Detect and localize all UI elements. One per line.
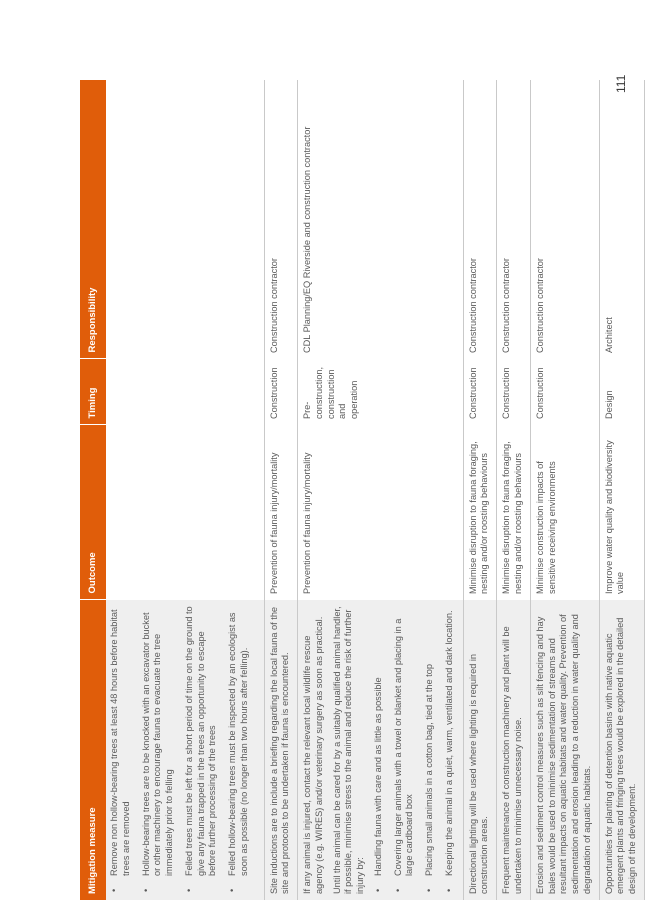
outcome-cell: Minimise construction impacts of sensitive receiving environments	[530, 425, 599, 600]
responsibility-cell: Architect	[599, 80, 644, 359]
list-item: • Hollow-bearing trees are to be knocked with an excavator bucket or other machinery to encourage fauna to evacuate the tree immediately prior to felling	[141, 606, 176, 894]
page-number: 111	[614, 74, 628, 93]
header-timing: Timing	[80, 359, 106, 425]
responsibility-cell: Construction contractor	[264, 80, 298, 359]
table-row	[497, 80, 531, 900]
paragraph: Until the animal can be cared for by a suitably qualified animal handler, if possible, minimise stress to the animal and reduce the risk of further injury by:	[331, 606, 366, 894]
table-row	[298, 80, 464, 900]
header-responsibility: Responsibility	[80, 80, 106, 359]
list-item: • Placing small animals in a cotton bag, tied at the top	[424, 606, 436, 894]
outcome-cell: Improve water quality and biodiversity value	[599, 425, 644, 600]
outcome-cell	[106, 425, 264, 600]
responsibility-cell: Construction contractor	[497, 80, 531, 359]
mitigation-cell: Site inductions are to include a briefing regarding the local fauna of the site and protocols to be undertaken if fauna is encountered.	[264, 600, 298, 900]
responsibility-cell: Construction contractor	[530, 80, 599, 359]
list-item: • Handling fauna with care and as little as possible	[373, 606, 385, 894]
list-item: • Keeping the animal in a quiet, warm, ventilated and dark location.	[444, 606, 456, 894]
timing-cell: Construction	[530, 359, 599, 425]
table-row	[530, 80, 599, 900]
mitigation-cell: Directional lighting will be used where lighting is required in construction areas.	[463, 600, 497, 900]
mitigation-cell: Opportunities for planting of detention basins with native aquatic emergent plants and fringing trees would be explored in the detailed design of the development.	[599, 600, 644, 900]
table-header-row	[80, 80, 106, 900]
outcome-cell: Minimise disruption to fauna foraging, nesting and/or roosting behaviours	[463, 425, 497, 600]
list-item: • Felled trees must be left for a short period of time on the ground to give any fauna trapped in the trees an opportunity to escape before further processing of the trees	[184, 606, 219, 894]
mitigation-cell	[106, 600, 264, 900]
table-row	[599, 80, 644, 900]
header-mitigation: Mitigation measure	[80, 600, 106, 900]
paragraph: If any animal is injured, contact the relevant local wildlife rescue agency (e.g. WIRES) and/or veterinary surgery as soon as practical.	[302, 616, 324, 894]
timing-cell: Construction	[463, 359, 497, 425]
outcome-cell: Prevention of fauna injury/mortality	[298, 425, 464, 600]
list-item: • Remove non hollow-bearing trees at least 48 hours before habitat trees are removed	[109, 606, 133, 894]
outcome-cell: Prevention of fauna injury/mortality	[264, 425, 298, 600]
list-item: • Felled hollow-bearing trees must be inspected by an ecologist as soon as possible (no longer than two hours after felling).	[227, 606, 251, 894]
mitigation-table	[80, 80, 645, 900]
responsibility-cell: CDL Planning/EQ Riverside and construction contractor	[298, 80, 464, 359]
responsibility-cell: Construction contractor	[463, 80, 497, 359]
mitigation-cell: Frequent maintenance of construction machinery and plant will be undertaken to minimise unnecessary noise.	[497, 600, 531, 900]
list-item: • Covering larger animals with a towel or blanket and placing in a large cardboard box	[393, 606, 417, 894]
bullet-list	[373, 606, 456, 894]
table-row	[264, 80, 298, 900]
table-row	[106, 80, 264, 900]
timing-cell: Pre-construction, construction and operation	[298, 359, 464, 425]
mitigation-cell	[298, 600, 464, 900]
timing-cell: Design	[599, 359, 644, 425]
outcome-cell: Minimise disruption to fauna foraging, nesting and/or roosting behaviours	[497, 425, 531, 600]
timing-cell: Construction	[497, 359, 531, 425]
timing-cell	[106, 359, 264, 425]
header-outcome: Outcome	[80, 425, 106, 600]
bullet-list	[109, 606, 251, 894]
table-row	[463, 80, 497, 900]
mitigation-cell: Erosion and sediment control measures such as silt fencing and hay bales would be used to minimise sedimentation of streams and resultant impacts on aquatic habitats and water quality. Prevention of sedimentation and erosion leading to a reduction in water quality and degradation of aquatic habitats.	[530, 600, 599, 900]
responsibility-cell	[106, 80, 264, 359]
timing-cell: Construction	[264, 359, 298, 425]
